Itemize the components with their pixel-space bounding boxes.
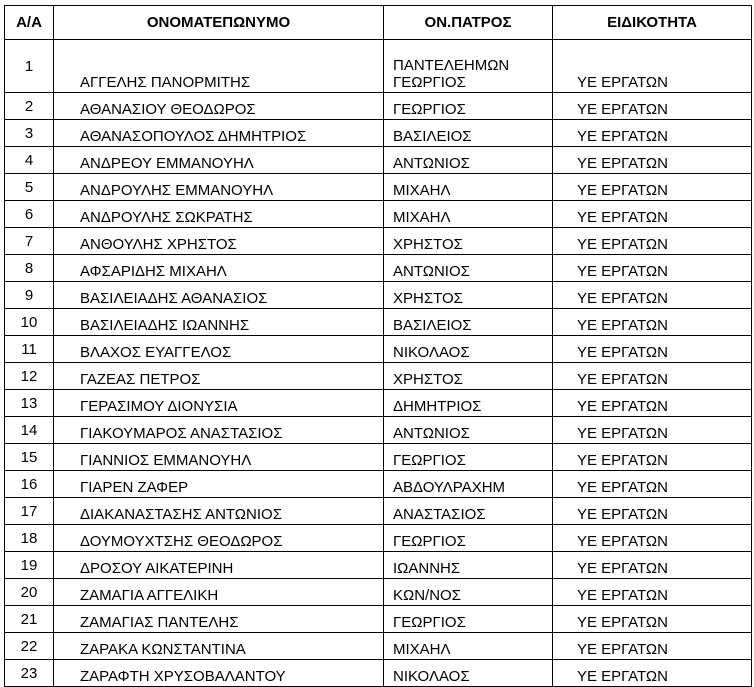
table-row bbox=[5, 525, 752, 552]
cell-father: ΜΙΧΑΗΛ bbox=[384, 201, 553, 228]
cell-specialty: ΥΕ ΕΡΓΑΤΩΝ bbox=[553, 147, 752, 174]
cell-name: ΑΓΓΕΛΗΣ ΠΑΝΟΡΜΙΤΗΣ bbox=[54, 40, 384, 93]
cell-name: ΑΝΔΡΟΥΛΗΣ ΕΜΜΑΝΟΥΗΛ bbox=[54, 174, 384, 201]
cell-specialty: ΥΕ ΕΡΓΑΤΩΝ bbox=[553, 390, 752, 417]
workers-table bbox=[4, 5, 752, 687]
cell-aa: 13 bbox=[5, 390, 54, 417]
cell-father: ΒΑΣΙΛΕΙΟΣ bbox=[384, 120, 553, 147]
cell-specialty: ΥΕ ΕΡΓΑΤΩΝ bbox=[553, 336, 752, 363]
cell-name: ΓΑΖΕΑΣ ΠΕΤΡΟΣ bbox=[54, 363, 384, 390]
table-row bbox=[5, 120, 752, 147]
cell-aa: 6 bbox=[5, 201, 54, 228]
table-row bbox=[5, 201, 752, 228]
cell-name: ΑΝΔΡΕΟΥ ΕΜΜΑΝΟΥΗΛ bbox=[54, 147, 384, 174]
cell-father: ΝΙΚΟΛΑΟΣ bbox=[384, 336, 553, 363]
cell-father: ΙΩΑΝΝΗΣ bbox=[384, 552, 553, 579]
cell-name: ΖΑΜΑΓΙΑ ΑΓΓΕΛΙΚΗ bbox=[54, 579, 384, 606]
cell-name: ΖΑΡΑΦΤΗ ΧΡΥΣΟΒΑΛΑΝΤΟΥ bbox=[54, 660, 384, 687]
cell-father: ΓΕΩΡΓΙΟΣ bbox=[384, 525, 553, 552]
cell-name: ΔΙΑΚΑΝΑΣΤΑΣΗΣ ΑΝΤΩΝΙΟΣ bbox=[54, 498, 384, 525]
table-row bbox=[5, 255, 752, 282]
table-body bbox=[5, 40, 752, 687]
cell-name: ΑΘΑΝΑΣΙΟΥ ΘΕΟΔΩΡΟΣ bbox=[54, 93, 384, 120]
cell-name: ΔΟΥΜΟΥΧΤΣΗΣ ΘΕΟΔΩΡΟΣ bbox=[54, 525, 384, 552]
cell-aa: 15 bbox=[5, 444, 54, 471]
cell-specialty: ΥΕ ΕΡΓΑΤΩΝ bbox=[553, 120, 752, 147]
table-row bbox=[5, 363, 752, 390]
cell-aa: 11 bbox=[5, 336, 54, 363]
cell-specialty: ΥΕ ΕΡΓΑΤΩΝ bbox=[553, 282, 752, 309]
cell-specialty: ΥΕ ΕΡΓΑΤΩΝ bbox=[553, 660, 752, 687]
table-row bbox=[5, 174, 752, 201]
cell-father: ΧΡΗΣΤΟΣ bbox=[384, 363, 553, 390]
cell-father: ΑΝΤΩΝΙΟΣ bbox=[384, 417, 553, 444]
cell-father bbox=[384, 40, 553, 93]
cell-specialty: ΥΕ ΕΡΓΑΤΩΝ bbox=[553, 309, 752, 336]
cell-aa: 23 bbox=[5, 660, 54, 687]
cell-specialty: ΥΕ ΕΡΓΑΤΩΝ bbox=[553, 93, 752, 120]
cell-name: ΒΛΑΧΟΣ ΕΥΑΓΓΕΛΟΣ bbox=[54, 336, 384, 363]
header-specialty: ΕΙΔΙΚΟΤΗΤΑ bbox=[553, 6, 752, 40]
cell-name: ΑΦΣΑΡΙΔΗΣ ΜΙΧΑΗΛ bbox=[54, 255, 384, 282]
table-row bbox=[5, 444, 752, 471]
cell-specialty: ΥΕ ΕΡΓΑΤΩΝ bbox=[553, 633, 752, 660]
cell-specialty: ΥΕ ΕΡΓΑΤΩΝ bbox=[553, 255, 752, 282]
cell-father: ΜΙΧΑΗΛ bbox=[384, 174, 553, 201]
cell-aa: 16 bbox=[5, 471, 54, 498]
cell-name: ΑΘΑΝΑΣΟΠΟΥΛΟΣ ΔΗΜΗΤΡΙΟΣ bbox=[54, 120, 384, 147]
cell-name: ΔΡΟΣΟΥ ΑΙΚΑΤΕΡΙΝΗ bbox=[54, 552, 384, 579]
cell-specialty: ΥΕ ΕΡΓΑΤΩΝ bbox=[553, 552, 752, 579]
cell-aa: 5 bbox=[5, 174, 54, 201]
cell-specialty: ΥΕ ΕΡΓΑΤΩΝ bbox=[553, 444, 752, 471]
header-aa: Α/Α bbox=[5, 6, 54, 40]
cell-name: ΑΝΔΡΟΥΛΗΣ ΣΩΚΡΑΤΗΣ bbox=[54, 201, 384, 228]
header-row bbox=[5, 6, 752, 40]
table-row bbox=[5, 660, 752, 687]
cell-father: ΧΡΗΣΤΟΣ bbox=[384, 228, 553, 255]
table-row bbox=[5, 282, 752, 309]
cell-aa: 20 bbox=[5, 579, 54, 606]
cell-aa: 3 bbox=[5, 120, 54, 147]
cell-father: ΓΕΩΡΓΙΟΣ bbox=[384, 93, 553, 120]
cell-specialty: ΥΕ ΕΡΓΑΤΩΝ bbox=[553, 606, 752, 633]
cell-specialty: ΥΕ ΕΡΓΑΤΩΝ bbox=[553, 40, 752, 93]
cell-father: ΑΝΤΩΝΙΟΣ bbox=[384, 255, 553, 282]
cell-aa: 1 bbox=[5, 40, 54, 93]
cell-aa: 12 bbox=[5, 363, 54, 390]
cell-father: ΚΩΝ/ΝΟΣ bbox=[384, 579, 553, 606]
cell-father: ΓΕΩΡΓΙΟΣ bbox=[384, 606, 553, 633]
header-father: ΟΝ.ΠΑΤΡΟΣ bbox=[384, 6, 553, 40]
cell-aa: 22 bbox=[5, 633, 54, 660]
table-row bbox=[5, 471, 752, 498]
table-row bbox=[5, 390, 752, 417]
table-row bbox=[5, 309, 752, 336]
cell-father: ΧΡΗΣΤΟΣ bbox=[384, 282, 553, 309]
table-row bbox=[5, 552, 752, 579]
cell-aa: 21 bbox=[5, 606, 54, 633]
cell-specialty: ΥΕ ΕΡΓΑΤΩΝ bbox=[553, 471, 752, 498]
cell-specialty: ΥΕ ΕΡΓΑΤΩΝ bbox=[553, 498, 752, 525]
cell-name: ΓΙΑΡΕΝ ΖΑΦΕΡ bbox=[54, 471, 384, 498]
table-row bbox=[5, 633, 752, 660]
cell-name: ΖΑΡΑΚΑ ΚΩΝΣΤΑΝΤΙΝΑ bbox=[54, 633, 384, 660]
table-row bbox=[5, 147, 752, 174]
cell-father: ΝΙΚΟΛΑΟΣ bbox=[384, 660, 553, 687]
cell-name: ΓΙΑΝΝΙΟΣ ΕΜΜΑΝΟΥΗΛ bbox=[54, 444, 384, 471]
header-name: ΟΝΟΜΑΤΕΠΩΝΥΜΟ bbox=[54, 6, 384, 40]
table-row bbox=[5, 93, 752, 120]
cell-father-line2: ΓΕΩΡΓΙΟΣ bbox=[393, 74, 466, 91]
cell-name: ΒΑΣΙΛΕΙΑΔΗΣ ΙΩΑΝΝΗΣ bbox=[54, 309, 384, 336]
cell-aa: 4 bbox=[5, 147, 54, 174]
cell-father: ΔΗΜΗΤΡΙΟΣ bbox=[384, 390, 553, 417]
cell-name: ΒΑΣΙΛΕΙΑΔΗΣ ΑΘΑΝΑΣΙΟΣ bbox=[54, 282, 384, 309]
table-row bbox=[5, 336, 752, 363]
cell-name: ΓΕΡΑΣΙΜΟΥ ΔΙΟΝΥΣΙΑ bbox=[54, 390, 384, 417]
cell-name: ΓΙΑΚΟΥΜΑΡΟΣ ΑΝΑΣΤΑΣΙΟΣ bbox=[54, 417, 384, 444]
cell-aa: 2 bbox=[5, 93, 54, 120]
table-row bbox=[5, 228, 752, 255]
cell-aa: 14 bbox=[5, 417, 54, 444]
table-row bbox=[5, 606, 752, 633]
cell-aa: 17 bbox=[5, 498, 54, 525]
cell-specialty: ΥΕ ΕΡΓΑΤΩΝ bbox=[553, 579, 752, 606]
cell-name: ΖΑΜΑΓΙΑΣ ΠΑΝΤΕΛΗΣ bbox=[54, 606, 384, 633]
cell-specialty: ΥΕ ΕΡΓΑΤΩΝ bbox=[553, 363, 752, 390]
table-row bbox=[5, 498, 752, 525]
cell-aa: 9 bbox=[5, 282, 54, 309]
cell-father: ΑΝΑΣΤΑΣΙΟΣ bbox=[384, 498, 553, 525]
cell-specialty: ΥΕ ΕΡΓΑΤΩΝ bbox=[553, 525, 752, 552]
table-row bbox=[5, 417, 752, 444]
cell-aa: 10 bbox=[5, 309, 54, 336]
cell-specialty: ΥΕ ΕΡΓΑΤΩΝ bbox=[553, 201, 752, 228]
cell-father: ΒΑΣΙΛΕΙΟΣ bbox=[384, 309, 553, 336]
cell-aa: 7 bbox=[5, 228, 54, 255]
cell-father: ΑΒΔΟΥΛΡΑΧΗΜ bbox=[384, 471, 553, 498]
cell-father: ΜΙΧΑΗΛ bbox=[384, 633, 553, 660]
cell-father: ΓΕΩΡΓΙΟΣ bbox=[384, 444, 553, 471]
cell-father: ΑΝΤΩΝΙΟΣ bbox=[384, 147, 553, 174]
cell-father-line1: ΠΑΝΤΕΛΕΗΜΩΝ bbox=[393, 57, 510, 74]
cell-specialty: ΥΕ ΕΡΓΑΤΩΝ bbox=[553, 228, 752, 255]
cell-specialty: ΥΕ ΕΡΓΑΤΩΝ bbox=[553, 417, 752, 444]
cell-aa: 18 bbox=[5, 525, 54, 552]
cell-aa: 8 bbox=[5, 255, 54, 282]
table-row bbox=[5, 40, 752, 93]
cell-specialty: ΥΕ ΕΡΓΑΤΩΝ bbox=[553, 174, 752, 201]
table-row bbox=[5, 579, 752, 606]
cell-name: ΑΝΘΟΥΛΗΣ ΧΡΗΣΤΟΣ bbox=[54, 228, 384, 255]
cell-aa: 19 bbox=[5, 552, 54, 579]
